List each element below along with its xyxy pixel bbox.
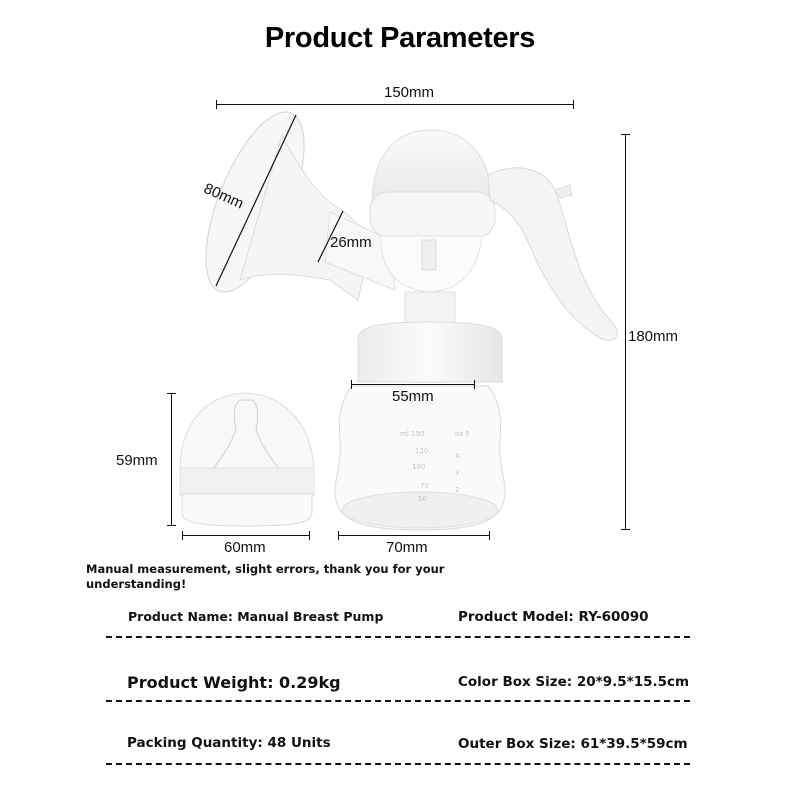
spec-product-model: Product Model: RY-60090 (458, 609, 649, 625)
flange-dimension-label: 80mm (201, 180, 247, 213)
cap-height-dimension-label: 59mm (116, 452, 158, 469)
cap-width-dimension-label: 60mm (224, 539, 266, 556)
base-width-dimension-line (338, 535, 490, 536)
divider (106, 763, 690, 765)
spec-packing-quantity: Packing Quantity: 48 Units (127, 735, 331, 751)
measurement-note: Manual measurement, slight errors, thank you for your understanding! (86, 562, 445, 591)
height-dimension-line (625, 134, 626, 530)
bottle (335, 322, 505, 530)
neck-dimension-label: 26mm (330, 234, 372, 251)
width-dimension-label: 150mm (384, 84, 435, 101)
pump-handle (488, 168, 617, 341)
cap-height-dimension-line (171, 393, 172, 526)
svg-text:ml 150: ml 150 (400, 430, 425, 438)
spec-product-name: Product Name: Manual Breast Pump (128, 609, 384, 624)
divider (106, 636, 690, 638)
svg-text:3: 3 (455, 469, 460, 477)
base-width-dimension-label: 70mm (386, 539, 428, 556)
height-dimension-label: 180mm (628, 328, 679, 345)
spec-product-weight: Product Weight: 0.29kg (127, 673, 341, 692)
svg-text:4: 4 (455, 452, 460, 460)
divider (106, 700, 690, 702)
nipple-cap (180, 393, 314, 526)
svg-text:120: 120 (415, 447, 429, 455)
page-title: Product Parameters (264, 22, 536, 54)
spec-color-box-size: Color Box Size: 20*9.5*15.5cm (458, 674, 690, 690)
spec-outer-box-size: Outer Box Size: 61*39.5*59cm (458, 736, 688, 752)
svg-text:70: 70 (420, 482, 429, 490)
pump-head (370, 130, 495, 330)
bottle-dimension-line (351, 384, 475, 385)
svg-text:100: 100 (412, 463, 426, 471)
svg-text:2: 2 (455, 486, 460, 494)
bottle-dimension-label: 55mm (392, 388, 434, 405)
svg-text:oz 5: oz 5 (455, 430, 470, 438)
width-dimension-line (216, 104, 574, 105)
svg-text:50: 50 (418, 495, 427, 503)
cap-width-dimension-line (182, 535, 310, 536)
